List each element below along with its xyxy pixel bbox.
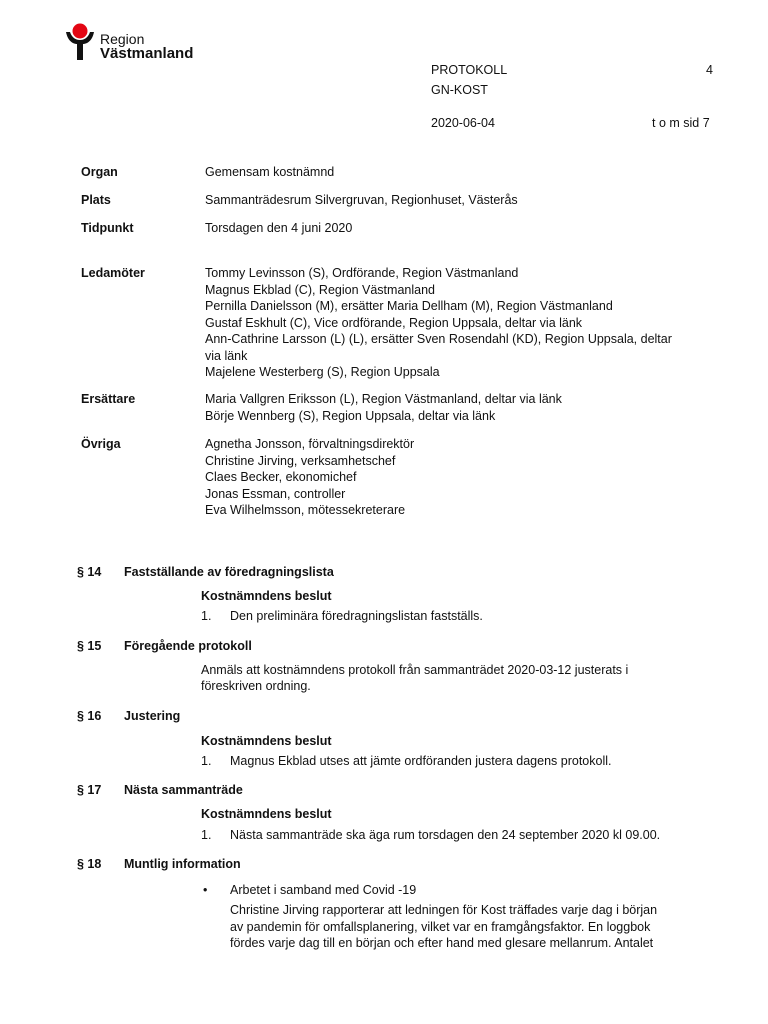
ledamot-line: Pernilla Danielsson (M), ersätter Maria Dellham (M), Region Västmanland (205, 299, 613, 313)
ovriga-line: Agnetha Jonsson, förvaltningsdirektör (205, 437, 415, 451)
beslut-heading: Kostnämndens beslut (201, 589, 332, 603)
ovriga-line: Christine Jirving, verksamhetschef (205, 453, 396, 468)
section-title: Justering (124, 709, 181, 723)
ersattare-line: Börje Wennberg (S), Region Uppsala, deltar via länk (205, 408, 496, 423)
section-title: Muntlig information (124, 857, 241, 871)
section-title: Fastställande av föredragningslista (124, 565, 334, 579)
section-number: § 17 (77, 783, 102, 797)
decision-item-text: Nästa sammanträde ska äga rum torsdagen den 24 september 2020 kl 09.00. (230, 828, 661, 842)
organ-label: Organ (81, 165, 118, 179)
section-title: Föregående protokoll (124, 639, 252, 653)
plats-label: Plats (81, 193, 111, 207)
logo-figure-icon (64, 22, 96, 62)
ovriga-list (205, 436, 414, 519)
tidpunkt-label: Tidpunkt (81, 221, 134, 235)
ledamot-line: Gustaf Eskhult (C), Vice ordförande, Region Uppsala, deltar via länk (205, 315, 583, 330)
tidpunkt-value: Torsdagen den 4 juni 2020 (205, 221, 353, 235)
section-paragraph (230, 902, 657, 952)
ersattare-line: Maria Vallgren Eriksson (L), Region Västmanland, deltar via länk (205, 392, 562, 406)
ledamot-line: Ann-Cathrine Larsson (L) (L), ersätter Sven Rosendahl (KD), Region Uppsala, deltar (205, 332, 672, 346)
doc-date: 2020-06-04 (431, 116, 495, 130)
section-paragraph-line: av pandemin för omfallsplanering, vilket var en framgångsfaktor. En loggbok (230, 919, 651, 934)
beslut-heading: Kostnämndens beslut (201, 734, 332, 748)
decision-item-text: Den preliminära föredragningslistan fastställs. (230, 609, 483, 623)
logo-line2: Västmanland (100, 45, 194, 62)
decision-item-text: Magnus Ekblad utses att jämte ordföranden justera dagens protokoll. (230, 754, 612, 768)
ersattare-label: Ersättare (81, 392, 136, 406)
section-paragraph-line: fördes varje dag till en början och efter hand med glesare mellanrum. Antalet (230, 936, 654, 950)
ledamot-line: via länk (205, 348, 248, 363)
region-logo (64, 22, 204, 62)
bullet-icon: • (203, 883, 208, 897)
decision-item-number: 1. (201, 754, 212, 768)
doc-type: PROTOKOLL (431, 63, 508, 77)
page-number: 4 (706, 63, 713, 77)
decision-item-number: 1. (201, 609, 212, 623)
section-paragraph-line: föreskriven ordning. (201, 679, 311, 693)
ledamot-line: Tommy Levinsson (S), Ordförande, Region Västmanland (205, 266, 519, 280)
section-paragraph-line: Anmäls att kostnämndens protokoll från sammanträdet 2020-03-12 justerats i (201, 663, 629, 677)
section-number: § 16 (77, 709, 102, 723)
ledamoter-list (205, 265, 672, 381)
committee-code: GN-KOST (431, 83, 488, 97)
bullet-text: Arbetet i samband med Covid -19 (230, 883, 417, 897)
ledamot-line: Majelene Westerberg (S), Region Uppsala (205, 365, 440, 379)
ovriga-line: Claes Becker, ekonomichef (205, 470, 357, 484)
section-number: § 14 (77, 565, 102, 579)
section-number: § 18 (77, 857, 102, 871)
section-title: Nästa sammanträde (124, 783, 243, 797)
section-number: § 15 (77, 639, 102, 653)
ovriga-label: Övriga (81, 437, 121, 451)
ledamoter-label: Ledamöter (81, 266, 145, 280)
decision-item-number: 1. (201, 828, 212, 842)
plats-value: Sammanträdesrum Silvergruvan, Regionhuset, Västerås (205, 193, 518, 207)
logo-line1: Region (100, 31, 145, 47)
ovriga-line: Jonas Essman, controller (205, 486, 346, 501)
organ-value: Gemensam kostnämnd (205, 165, 335, 179)
ovriga-line: Eva Wilhelmsson, mötessekreterare (205, 503, 406, 517)
ledamot-line: Magnus Ekblad (C), Region Västmanland (205, 282, 435, 297)
page-range: t o m sid 7 (652, 116, 710, 130)
beslut-heading: Kostnämndens beslut (201, 807, 332, 821)
section-paragraph-line: Christine Jirving rapporterar att ledningen för Kost träffades varje dag i början (230, 903, 658, 917)
ersattare-list (205, 391, 562, 424)
